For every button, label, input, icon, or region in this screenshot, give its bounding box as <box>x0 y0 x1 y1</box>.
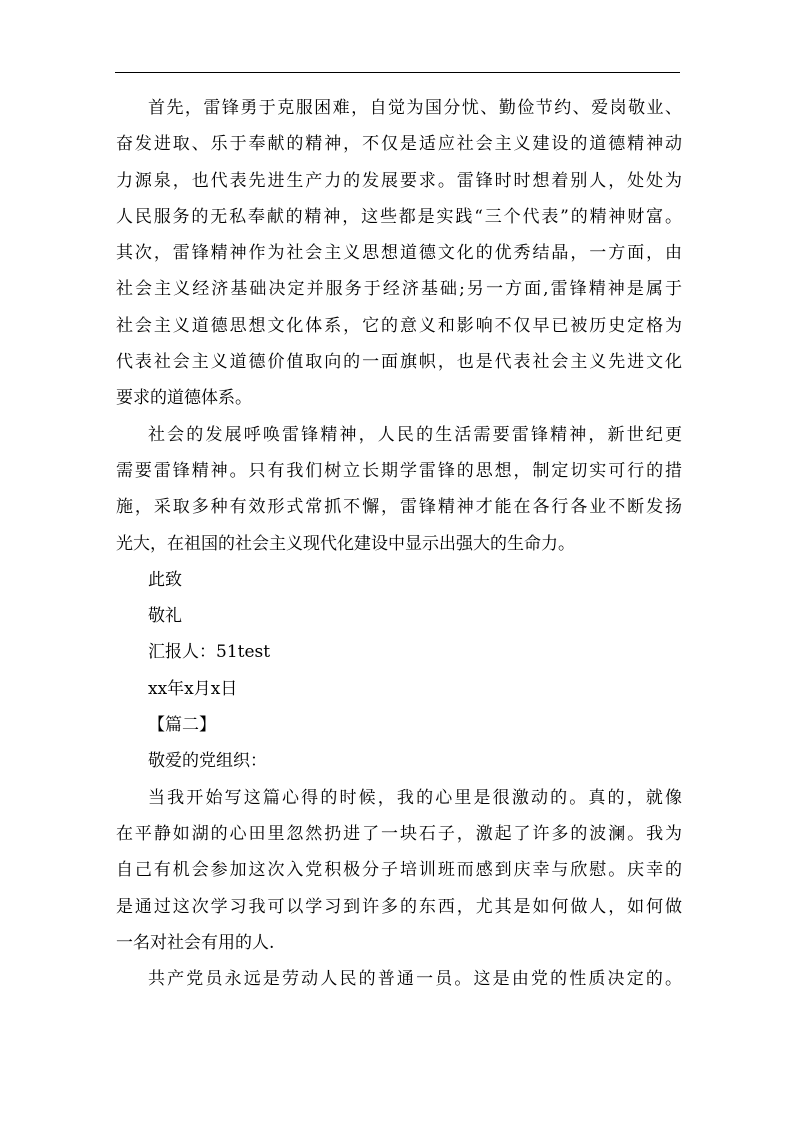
text-line: 一名对社会有用的人. <box>116 932 275 953</box>
text-line: 汇报人：51test <box>148 642 271 663</box>
header-rule <box>115 72 680 73</box>
text-line: 要求的道德体系。 <box>116 388 252 409</box>
text-line: 共产党员永远是劳动人民的普通一员。这是由党的性质决定的。 <box>148 969 682 990</box>
text-line: 人民服务的无私奉献的精神，这些都是实践“三个代表”的精神财富。 <box>116 206 682 227</box>
text-line: 当我开始写这篇心得的时候，我的心里是很激动的。真的，就像 <box>148 787 682 808</box>
text-line: 力源泉，也代表先进生产力的发展要求。雷锋时时想着别人，处处为 <box>116 170 682 191</box>
text-line: 社会的发展呼唤雷锋精神，人民的生活需要雷锋精神，新世纪更 <box>148 424 682 445</box>
text-line: 社会主义道德思想文化体系，它的意义和影响不仅早已被历史定格为 <box>116 315 682 336</box>
text-line: 自己有机会参加这次入党积极分子培训班而感到庆幸与欣慰。庆幸的 <box>116 860 682 881</box>
text-line: 其次，雷锋精神作为社会主义思想道德文化的优秀结晶，一方面，由 <box>116 243 682 264</box>
text-line: 社会主义经济基础决定并服务于经济基础;另一方面,雷锋精神是属于 <box>116 279 682 300</box>
text-line: 是通过这次学习我可以学习到许多的东西，尤其是如何做人，如何做 <box>116 896 682 917</box>
text-line: 敬爱的党组织： <box>148 751 267 772</box>
text-line: 光大，在祖国的社会主义现代化建设中显示出强大的生命力。 <box>116 533 575 554</box>
text-line: xx年x月x日 <box>148 678 238 699</box>
text-line: 需要雷锋精神。只有我们树立长期学雷锋的思想，制定切实可行的措 <box>116 460 682 481</box>
text-line: 奋发进取、乐于奉献的精神，不仅是适应社会主义建设的道德精神动 <box>116 134 682 155</box>
document-body <box>116 90 682 997</box>
text-line: 敬礼 <box>148 606 182 627</box>
text-line: 在平静如湖的心田里忽然扔进了一块石子，激起了许多的波澜。我为 <box>116 823 682 844</box>
text-line: 代表社会主义道德价值取向的一面旗帜，也是代表社会主义先进文化 <box>116 352 682 373</box>
text-line: 【篇二】 <box>148 715 216 736</box>
text-line: 首先，雷锋勇于克服困难，自觉为国分忧、勤俭节约、爱岗敬业、 <box>148 98 682 118</box>
text-line: 施，采取多种有效形式常抓不懈，雷锋精神才能在各行各业不断发扬 <box>116 497 682 518</box>
text-line: 此致 <box>148 569 182 590</box>
